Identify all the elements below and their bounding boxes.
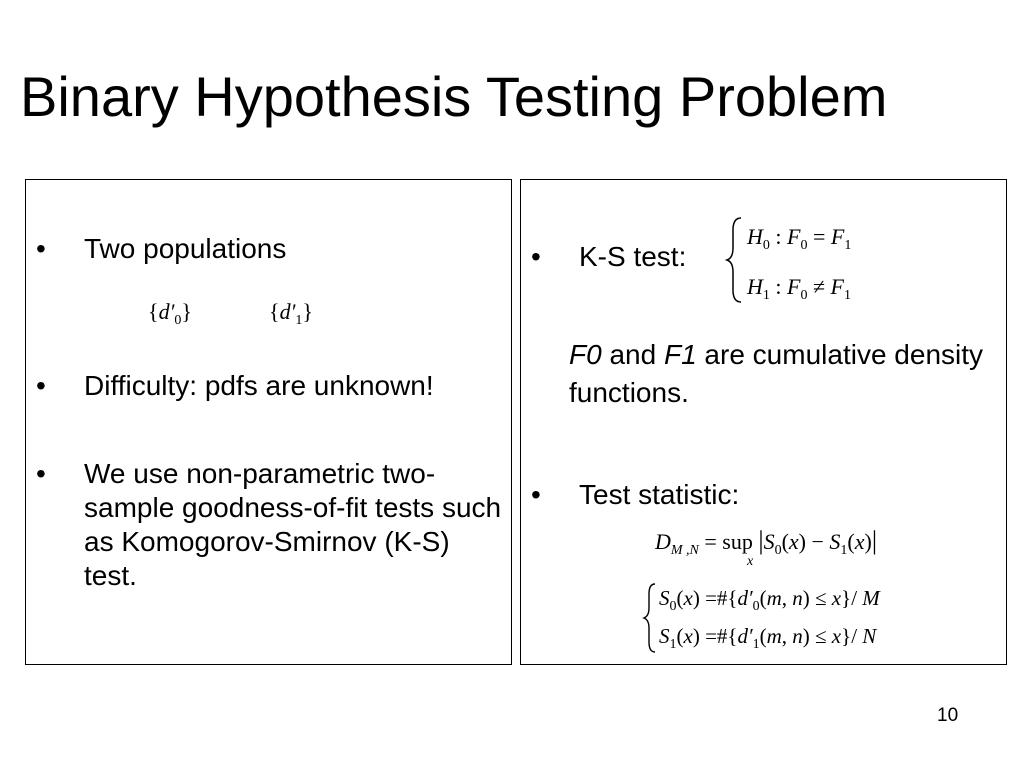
bullet-dot: • xyxy=(36,370,46,401)
population-1-set: $\{d'_1\}$ xyxy=(269,299,313,328)
and-word: and xyxy=(601,339,664,370)
page-number: 10 xyxy=(937,705,959,726)
ks-statistic-formula: $D_{M ,N}$ = sup $|S_0(x) - S_1(x)|$ xyxy=(655,526,878,558)
hypothesis-h1: $H_1$ : $F_0 \ne F_1$ xyxy=(747,274,851,303)
bullet-dot: • xyxy=(36,458,46,489)
s1-definition: $S_1(x)$ $=\#\{d'_1(m$, n) ≤ x}/ N xyxy=(659,624,877,652)
right-panel xyxy=(520,179,1007,665)
hypothesis-h0: $H_0$ : $F_0 = F_1$ xyxy=(747,224,852,253)
cdf-note xyxy=(569,336,989,412)
bullet-text: Test statistic: xyxy=(579,479,740,510)
f1-label: F1 xyxy=(663,339,697,370)
bullet-dot: • xyxy=(531,241,541,272)
left-brace-icon xyxy=(727,218,741,302)
bullet-dot: • xyxy=(36,233,46,264)
bullet-dot: • xyxy=(531,479,541,510)
s0-definition: $S_0(x)$ $=\#\{d'_0(m$, n) ≤ x}/ M xyxy=(659,586,880,614)
sup-subscript-x: x xyxy=(747,554,754,569)
f0-label: F0 xyxy=(569,339,602,370)
bullet-text: K-S test: xyxy=(579,241,687,272)
bullet-text: Difficulty: pdfs are unknown! xyxy=(84,370,434,401)
cdf-text: are cumulative density functions. xyxy=(569,339,984,408)
left-panel xyxy=(25,179,512,665)
population-0-set: $\{d'_0\}$ xyxy=(148,299,192,328)
bullet-text: Two populations xyxy=(84,233,287,264)
bullet-text: We use non-parametric two-sample goodness-of-fit tests such as Komogorov-Smirnov (K-S) test. xyxy=(84,458,502,591)
slide-title: Binary Hypothesis Testing Problem xyxy=(20,65,888,128)
left-brace-icon xyxy=(644,584,655,652)
